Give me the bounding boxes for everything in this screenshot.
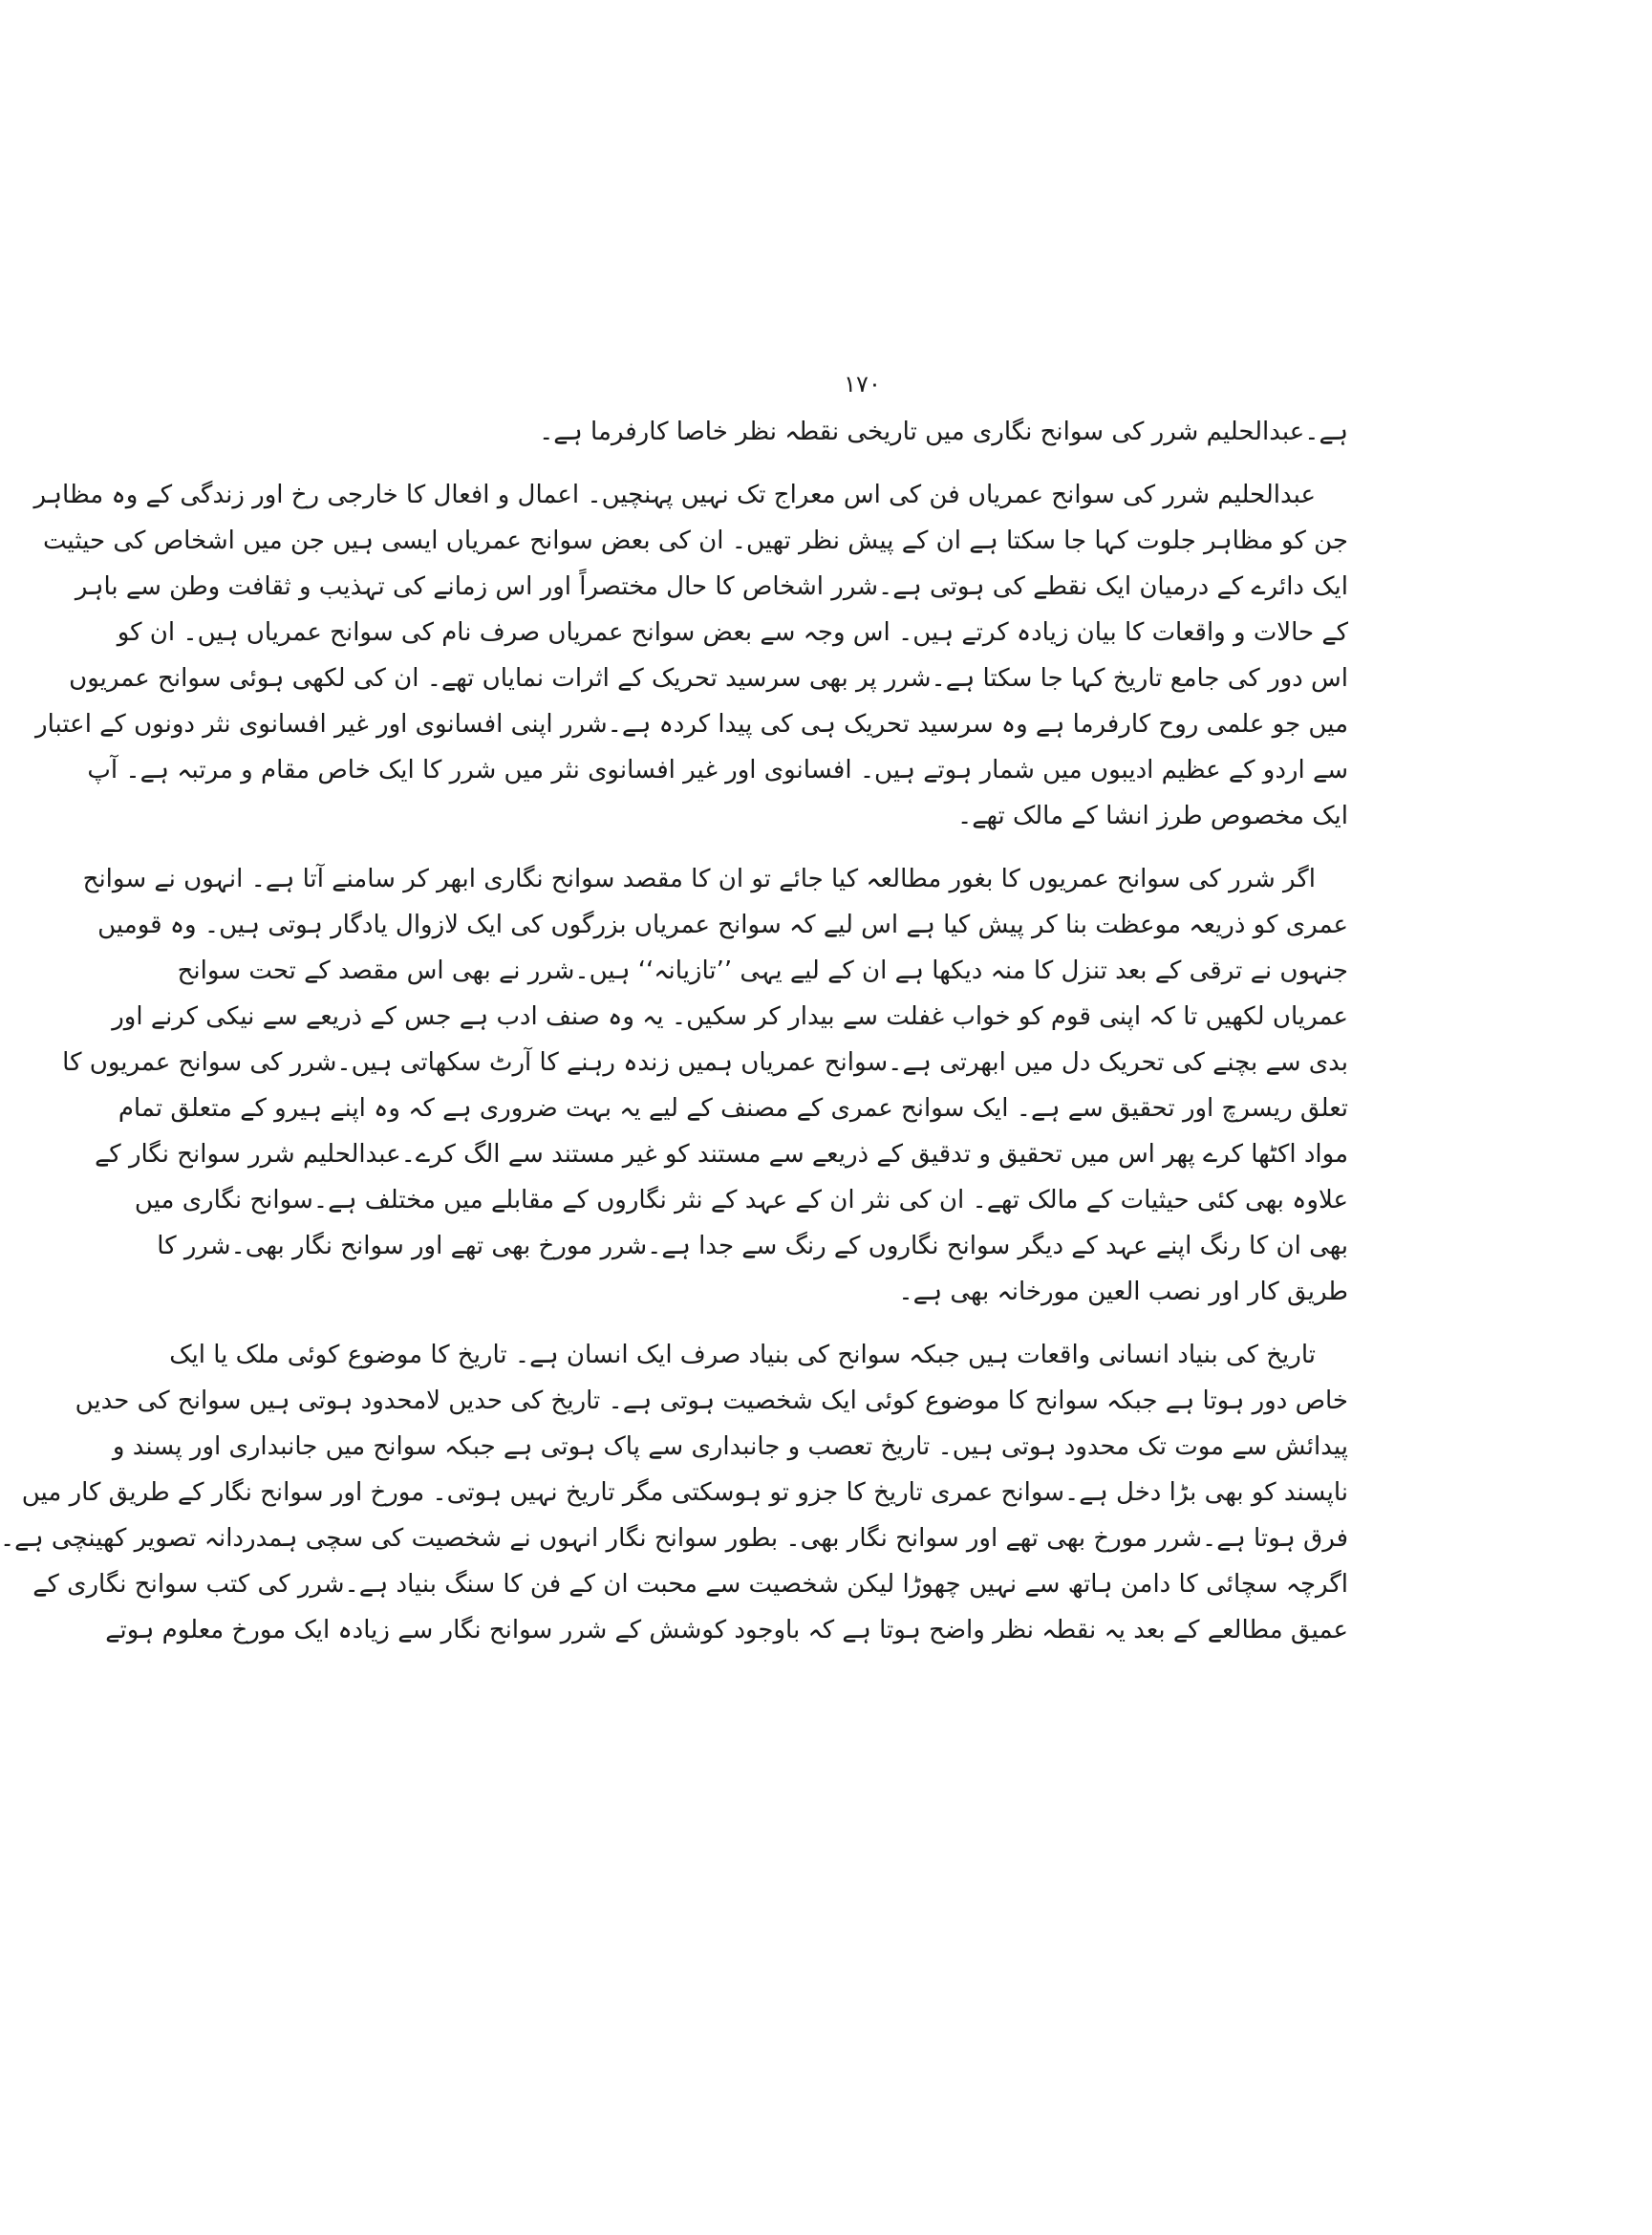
text-line: بدی سے بچنے کی تحریک دل میں ابھرتی ہے۔سوانح عمریاں ہمیں زندہ رہنے کا آرٹ سکھاتی ہیں۔شرر کی سوانح عمریوں کا (62, 1048, 1348, 1077)
text-line: اگر شرر کی سوانح عمریوں کا بغور مطالعہ کیا جائے تو ان کا مقصد سوانح نگاری ابھر کر سامنے آتا ہے۔ انہوں نے سوانح (82, 865, 1316, 893)
text-line: عبدالحلیم شرر کی سوانح عمریاں فن کی اس معراج تک نہیں پہنچیں۔ اعمال و افعال کا خارجی رخ اور زندگی کے وہ مظاہر (33, 481, 1316, 509)
text-line: تاریخ کی بنیاد انسانی واقعات ہیں جبکہ سوانح کی بنیاد صرف ایک انسان ہے۔ تاریخ کا موضوع کوئی ملک یا ایک (169, 1341, 1316, 1369)
text-line: ناپسند کو بھی بڑا دخل ہے۔سوانح عمری تاریخ کا جزو تو ہوسکتی مگر تاریخ نہیں ہوتی۔ مورخ اور سوانح نگار کے طریق کار میں (21, 1478, 1348, 1507)
text-line: عمریاں لکھیں تا کہ اپنی قوم کو خواب غفلت سے بیدار کر سکیں۔ یہ وہ صنف ادب ہے جس کے ذریعے سے نیکی کرنے اور (112, 1002, 1348, 1031)
text-line: تعلق ریسرچ اور تحقیق سے ہے۔ ایک سوانح عمری کے مصنف کے لیے یہ بہت ضروری ہے کہ وہ اپنے ہیرو کے متعلق تمام (118, 1094, 1348, 1123)
text-line: جن کو مظاہر جلوت کہا جا سکتا ہے ان کے پیش نظر تھیں۔ ان کی بعض سوانح عمریاں ایسی ہیں جن میں اشخاص کی حیثیت (42, 527, 1348, 555)
paragraph-4 (0, 1332, 1348, 1653)
paragraph-2 (33, 472, 1348, 839)
text-line: میں جو علمی روح کارفرما ہے وہ سرسید تحریک ہی کی پیدا کردہ ہے۔شرر اپنی افسانوی اور غیر افسانوی نثر دونوں کے اعتبار (35, 710, 1348, 739)
text-line: عمری کو ذریعہ موعظت بنا کر پیش کیا ہے اس لیے کہ سوانح عمریاں بزرگوں کی ایک لازوال یادگار ہوتی ہیں۔ وہ قومیں (97, 911, 1348, 939)
text-line: پیدائش سے موت تک محدود ہوتی ہیں۔ تاریخ تعصب و جانبداری سے پاک ہوتی ہے جبکہ سوانح میں جانبداری اور پسند و (112, 1432, 1348, 1461)
paragraph-1 (376, 409, 1348, 455)
text-line: اس دور کی جامع تاریخ کہا جا سکتا ہے۔شرر پر بھی سرسید تحریک کے اثرات نمایاں تھے۔ ان کی لکھی ہوئی سوانح عمریوں (69, 664, 1348, 693)
text-line: سے اردو کے عظیم ادیبوں میں شمار ہوتے ہیں۔ افسانوی اور غیر افسانوی نثر میں شرر کا ایک خاص مقام و مرتبہ ہے۔ آپ (87, 756, 1348, 784)
text-line: خاص دور ہوتا ہے جبکہ سوانح کا موضوع کوئی ایک شخصیت ہوتی ہے۔ تاریخ کی حدیں لامحدود ہوتی ہیں سوانح کی حدیں (75, 1386, 1348, 1415)
text-line: مواد اکٹھا کرے پھر اس میں تحقیق و تدقیق کے ذریعے سے مستند کو غیر مستند سے الگ کرے۔عبدالحلیم شرر سوانح نگار کے (95, 1140, 1348, 1169)
body-text (0, 409, 1348, 1653)
text-line: ایک دائرے کے درمیان ایک نقطے کی ہوتی ہے۔شرر اشخاص کا حال مختصراً اور اس زمانے کی تہذیب و ثقافت وطن سے باہر (75, 572, 1348, 601)
text-line: کے حالات و واقعات کا بیان زیادہ کرتے ہیں۔ اس وجہ سے بعض سوانح عمریاں صرف نام کی سوانح عمریاں ہیں۔ ان کو (117, 618, 1348, 647)
text-line: علاوہ بھی کئی حیثیات کے مالک تھے۔ ان کی نثر ان کے عہد کے نثر نگاروں کے مقابلے میں مختلف ہے۔سوانح نگاری میں (134, 1186, 1348, 1214)
text-line: جنہوں نے ترقی کے بعد تنزل کا منہ دیکھا ہے ان کے لیے یہی ’’تازیانہ‘‘ ہیں۔شرر نے بھی اس مقصد کے تحت سوانح (177, 956, 1348, 985)
text-line: عمیق مطالعے کے بعد یہ نقطہ نظر واضح ہوتا ہے کہ باوجود کوشش کے شرر سوانح نگار سے زیادہ ایک مورخ معلوم ہوتے (105, 1616, 1348, 1644)
text-line: ہے۔عبدالحلیم شرر کی سوانح نگاری میں تاریخی نقطہ نظر خاصا کارفرما ہے۔ (539, 418, 1348, 446)
paragraph-3 (62, 856, 1348, 1315)
text-line: فرق ہوتا ہے۔شرر مورخ بھی تھے اور سوانح نگار بھی۔ بطور سوانح نگار انہوں نے شخصیت کی سچی ہمدردانہ تصویر کھینچی ہے۔ (0, 1524, 1348, 1553)
text-line: بھی ان کا رنگ اپنے عہد کے دیگر سوانح نگاروں کے رنگ سے جدا ہے۔شرر مورخ بھی تھے اور سوانح نگار بھی۔شرر کا (157, 1232, 1348, 1260)
text-line: اگرچہ سچائی کا دامن ہاتھ سے نہیں چھوڑا لیکن شخصیت سے محبت ان کے فن کا سنگ بنیاد ہے۔شرر کی کتب سوانح نگاری کے (32, 1570, 1348, 1599)
text-line: ایک مخصوص طرز انشا کے مالک تھے۔ (957, 802, 1348, 830)
text-line: طریق کار اور نصب العین مورخانہ بھی ہے۔ (898, 1278, 1348, 1306)
page-number: ۱۷۰ (844, 371, 881, 398)
